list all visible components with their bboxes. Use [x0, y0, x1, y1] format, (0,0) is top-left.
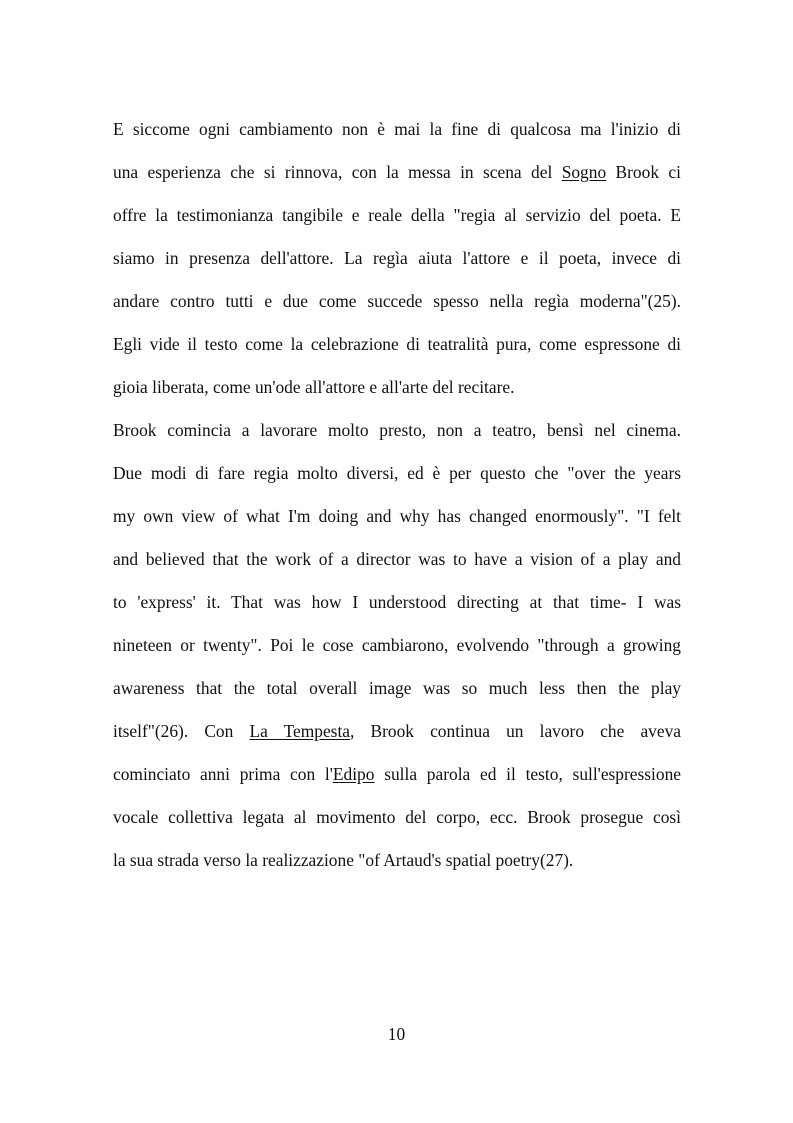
text-run: , Brook continua un lavoro che aveva — [350, 721, 681, 741]
text-line — [113, 409, 681, 452]
text-line — [113, 753, 681, 796]
text-run: vocale collettiva legata al movimento del corpo, ecc. Brook prosegue così — [113, 807, 681, 827]
text-line — [113, 323, 681, 366]
page-number: 10 — [387, 1024, 406, 1044]
text-line — [113, 581, 681, 624]
underlined-title: La Tempesta — [249, 721, 350, 741]
text-run: itself"(26). Con — [113, 721, 250, 741]
text-line — [113, 624, 681, 667]
text-line — [113, 237, 681, 280]
text-run: cominciato anni prima con l' — [113, 764, 333, 784]
text-run: sulla parola ed il testo, sull'espressione — [374, 764, 681, 784]
text-line — [113, 151, 681, 194]
paragraph — [113, 108, 681, 409]
text-line — [113, 839, 681, 882]
text-line — [113, 667, 681, 710]
text-run: una esperienza che si rinnova, con la messa in scena del — [113, 162, 562, 182]
text-run: to 'express' it. That was how I understood directing at that time- I was — [113, 592, 681, 612]
text-run: Brook ci — [606, 162, 681, 182]
text-run: siamo in presenza dell'attore. La regìa aiuta l'attore e il poeta, invece di — [113, 248, 681, 268]
text-run: Egli vide il testo come la celebrazione di teatralità pura, come espressone di — [113, 334, 681, 354]
text-line — [113, 495, 681, 538]
text-line — [113, 280, 681, 323]
text-run: la sua strada verso la realizzazione "of Artaud's spatial poetry(27). — [113, 850, 574, 870]
text-run: Brook comincia a lavorare molto presto, non a teatro, bensì nel cinema. — [113, 420, 681, 440]
text-run: awareness that the total overall image was so much less then the play — [113, 678, 681, 698]
text-run: E siccome ogni cambiamento non è mai la fine di qualcosa ma l'inizio di — [113, 119, 681, 139]
text-line — [113, 538, 681, 581]
body-text — [113, 108, 681, 882]
text-run: and believed that the work of a director was to have a vision of a play and — [113, 549, 681, 569]
text-run: Due modi di fare regia molto diversi, ed è per questo che "over the years — [113, 463, 681, 483]
underlined-title: Sogno — [561, 162, 607, 182]
text-run: andare contro tutti e due come succede spesso nella regìa moderna"(25). — [113, 291, 681, 311]
text-line — [113, 452, 681, 495]
text-run: gioia liberata, come un'ode all'attore e all'arte del recitare. — [113, 377, 515, 397]
text-run: nineteen or twenty". Poi le cose cambiarono, evolvendo "through a growing — [113, 635, 681, 655]
text-line — [113, 710, 681, 753]
underlined-title: Edipo — [332, 764, 375, 784]
text-line — [113, 194, 681, 237]
paragraph — [113, 409, 681, 882]
text-line — [113, 796, 681, 839]
text-line — [113, 366, 681, 409]
text-line — [113, 108, 681, 151]
text-run: my own view of what I'm doing and why has changed enormously". "I felt — [113, 506, 681, 526]
text-run: offre la testimonianza tangibile e reale della "regia al servizio del poeta. E — [113, 205, 681, 225]
